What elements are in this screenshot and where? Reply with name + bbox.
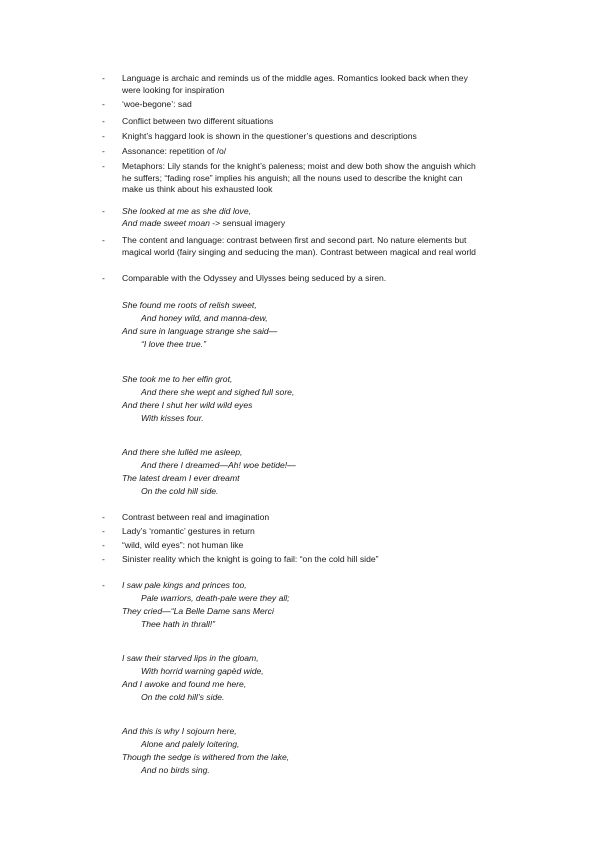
bullet-text: Metaphors: Lily stands for the knight’s paleness; moist and dew both show the anguish which he suffers; “fading rose” implies his anguish; all the nouns used to describe the knight can make us think about his exhausted look [122, 161, 476, 195]
poem-line: She found me roots of relish sweet, [122, 300, 257, 310]
bullet-dash: - [102, 540, 105, 550]
poem-line: I saw their starved lips in the gloam, [122, 653, 259, 663]
quote-line: And made sweet moan [122, 217, 210, 228]
poem-line: She took me to her elfin grot, [122, 374, 233, 384]
poem-line: With kisses four. [141, 413, 204, 423]
poem-line: Pale warriors, death-pale were they all; [141, 593, 290, 603]
bullet-dash: - [102, 206, 105, 216]
list-item [102, 526, 478, 538]
poem-line: And there she wept and sighed full sore, [141, 387, 295, 397]
bullet-text: ‘woe-begone’: sad [122, 99, 192, 109]
poem-line: And there I shut her wild wild eyes [122, 400, 253, 410]
bullet-text: Knight’s haggard look is shown in the questioner’s questions and descriptions [122, 131, 417, 141]
bullet-dash: - [102, 526, 105, 536]
bullet-dash: - [102, 99, 105, 109]
poem-line: And sure in language strange she said— [122, 326, 278, 336]
bullet-dash: - [102, 161, 105, 171]
list-item [102, 554, 478, 566]
bullet-dash: - [102, 131, 105, 141]
list-item [102, 73, 478, 96]
bullet-dash: - [102, 273, 105, 283]
list-item [102, 512, 478, 524]
quote-note: -> sensual imagery [209, 217, 286, 228]
poem-line: They cried—“La Belle Dame sans Merci [122, 606, 274, 616]
bullet-text: Comparable with the Odyssey and Ulysses being seduced by a siren. [122, 273, 387, 283]
poem-line: And honey wild, and manna-dew, [141, 313, 268, 323]
poem-line: On the cold hill’s side. [141, 692, 225, 702]
list-item [102, 273, 478, 285]
bullet-text: Contrast between real and imagination [122, 512, 270, 522]
poem-line: Thee hath in thrall!” [141, 619, 216, 629]
bullet-text: Conflict between two different situations [122, 116, 274, 126]
list-item [102, 99, 478, 111]
bullet-text: Language is archaic and reminds us of the middle ages. Romantics looked back when they were looking for inspiration [122, 73, 468, 95]
bullet-text: “wild, wild eyes”: not human like [122, 540, 244, 550]
poem-line: Alone and palely loitering, [141, 739, 240, 749]
bullet-dash: - [102, 554, 105, 564]
bullet-dash: - [102, 235, 105, 245]
poem-line: And this is why I sojourn here, [122, 726, 237, 736]
bullet-text: The content and language: contrast between first and second part. No nature elements but magical world (fairy singing and seducing the man). Contrast between magical and real world [122, 235, 476, 257]
list-item-quote [102, 206, 478, 229]
poem-line: The latest dream I ever dreamt [122, 473, 240, 483]
bullet-dash: - [102, 146, 105, 156]
quote-line: She looked at me as she did love, [122, 206, 251, 216]
list-item [102, 235, 478, 258]
poem-line: On the cold hill side. [141, 486, 219, 496]
list-item [102, 146, 478, 158]
bullet-quote [122, 206, 478, 229]
list-item [102, 161, 478, 196]
bullet-dash: - [102, 580, 105, 590]
list-item [102, 131, 478, 143]
bullet-dash: - [102, 73, 105, 83]
list-item [102, 116, 478, 128]
poem-line: And no birds sing. [141, 765, 210, 775]
bullet-text: Assonance: repetition of /o/ [122, 146, 227, 156]
list-item [102, 540, 478, 552]
poem-line: “I love thee true.” [141, 339, 206, 349]
poem-line: And there I dreamed—Ah! woe betide!— [141, 460, 296, 470]
bullet-dash: - [102, 512, 105, 522]
bullet-text: Lady’s ‘romantic’ gestures in return [122, 526, 255, 536]
bullet-text: Sinister reality which the knight is going to fail: “on the cold hill side” [122, 554, 379, 564]
bullet-dash: - [102, 116, 105, 126]
poem-line: With horrid warning gapèd wide, [141, 666, 264, 676]
poem-line: And there she lullèd me asleep, [122, 447, 243, 457]
poem-line: And I awoke and found me here, [122, 679, 247, 689]
poem-line: I saw pale kings and princes too, [122, 580, 247, 590]
poem-line: Though the sedge is withered from the lake, [122, 752, 290, 762]
